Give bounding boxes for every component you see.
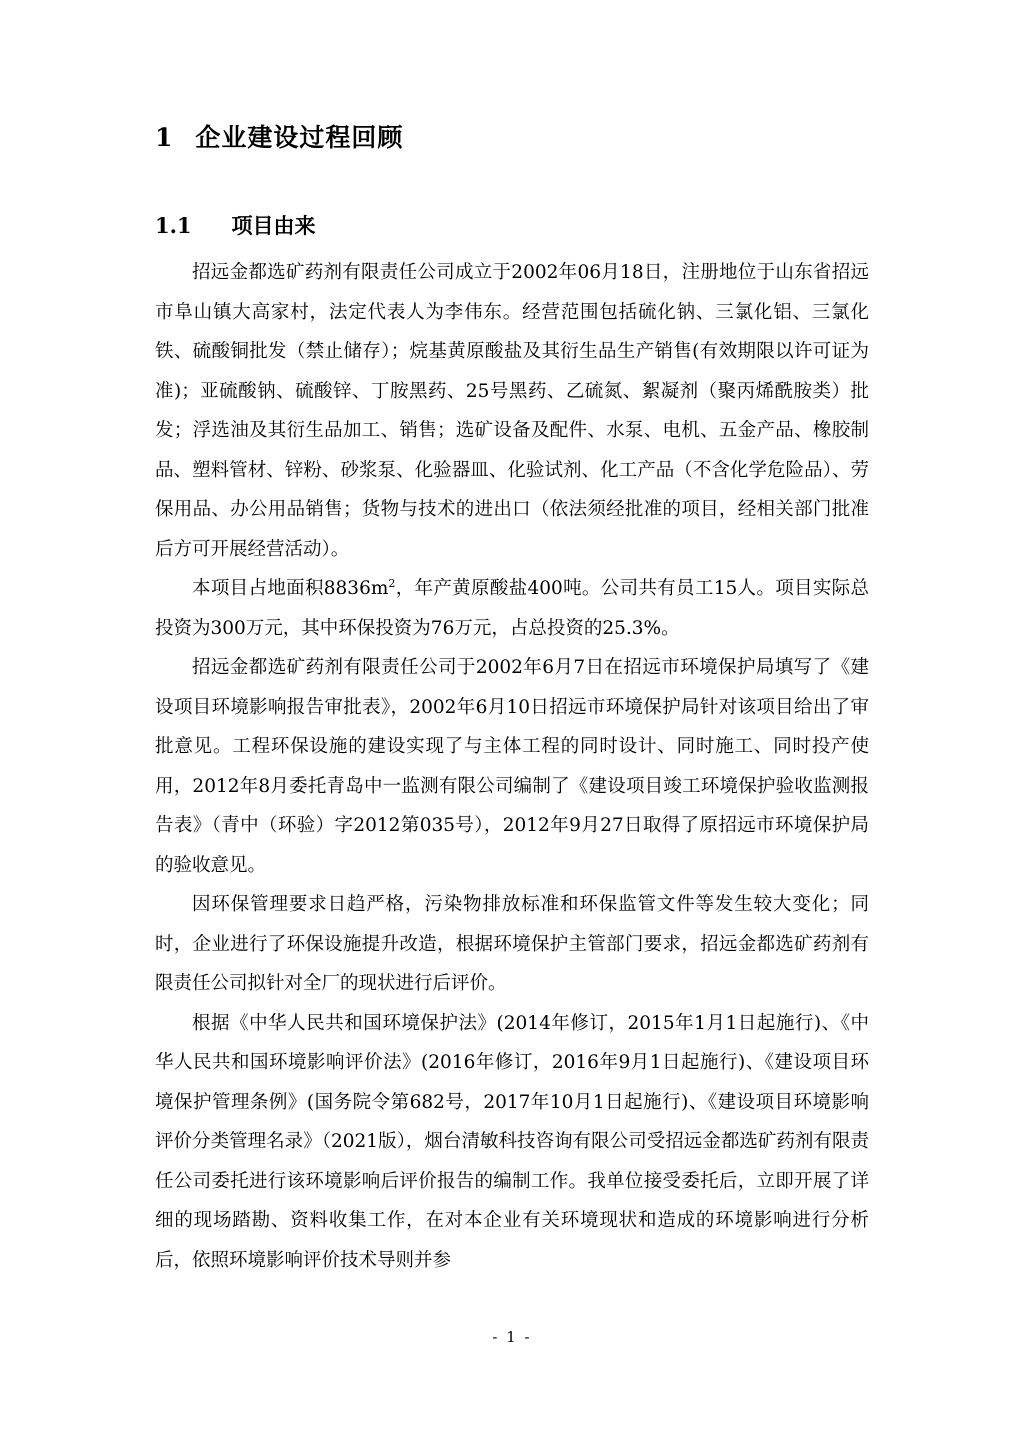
- chapter-number: 1: [155, 123, 174, 152]
- page-number: - 1 -: [492, 1328, 532, 1346]
- paragraph-project-scale: [155, 569, 869, 648]
- chapter-title: 企业建设过程回顾: [195, 123, 404, 152]
- production-investment-text: ，年产黄原酸盐400吨。公司共有员工15人。项目实际总投资为300万元，其中环保投资为76万元，占总投资的25.3%。: [155, 578, 869, 639]
- section-number: 1.1: [155, 213, 192, 238]
- section-title: 项目由来: [231, 213, 316, 238]
- paragraph-company-profile: 招远金都选矿药剂有限责任公司成立于2002年06月18日，注册地位于山东省招远市阜山镇大高家村，法定代表人为李伟东。经营范围包括硫化钠、三氯化铝、三氯化铁、硫酸铜批发（禁止储存）；烷基黄原酸盐及其衍生品生产销售(有效期限以许可证为准)；亚硫酸钠、硫酸锌、丁胺黑药、25号黑药、乙硫氮、絮凝剂（聚丙烯酰胺类）批发；浮选油及其衍生品加工、销售；选矿设备及配件、水泵、电机、五金产品、橡胶制品、塑料管材、锌粉、砂浆泵、化验器皿、化验试剂、化工产品（不含化学危险品）、劳保用品、办公用品销售；货物与技术的进出口（依法须经批准的项目，经相关部门批准后方可开展经营活动）。: [155, 262, 869, 560]
- chapter-heading: [155, 118, 403, 154]
- area-text: 本项目占地面积8836m: [192, 578, 389, 599]
- section-heading: [155, 210, 316, 240]
- body-text: [155, 253, 869, 1280]
- paragraph-post-evaluation-reason: 因环保管理要求日趋严格，污染物排放标准和环保监管文件等发生较大变化；同时，企业进行了环保设施提升改造，根据环境保护主管部门要求，招远金都选矿药剂有限责任公司拟针对全厂的现状进行后评价。: [155, 894, 869, 994]
- area-unit-superscript: 2: [388, 576, 396, 590]
- paragraph-approval-history: 招远金都选矿药剂有限责任公司于2002年6月7日在招远市环境保护局填写了《建设项目环境影响报告审批表》，2002年6月10日招远市环境保护局针对该项目给出了审批意见。工程环保设施的建设实现了与主体工程的同时设计、同时施工、同时投产使用，2012年8月委托青岛中一监测有限公司编制了《建设项目竣工环境保护验收监测报告表》（青中（环验）字2012第035号），2012年9月27日取得了原招远市环境保护局的验收意见。: [155, 657, 869, 876]
- paragraph-legal-basis: 根据《中华人民共和国环境保护法》(2014年修订，2015年1月1日起施行)、《中华人民共和国环境影响评价法》(2016年修订，2016年9月1日起施行)、《建设项目环境保护管理条例》(国务院令第682号，2017年10月1日起施行)、《建设项目环境影响评价分类管理名录》（2021版），烟台清敏科技咨询有限公司受招远金都选矿药剂有限责任公司委托进行该环境影响后评价报告的编制工作。我单位接受委托后，立即开展了详细的现场踏勘、资料收集工作，在对本企业有关环境现状和造成的环境影响进行分析后，依照环境影响评价技术导则并参: [155, 1012, 869, 1271]
